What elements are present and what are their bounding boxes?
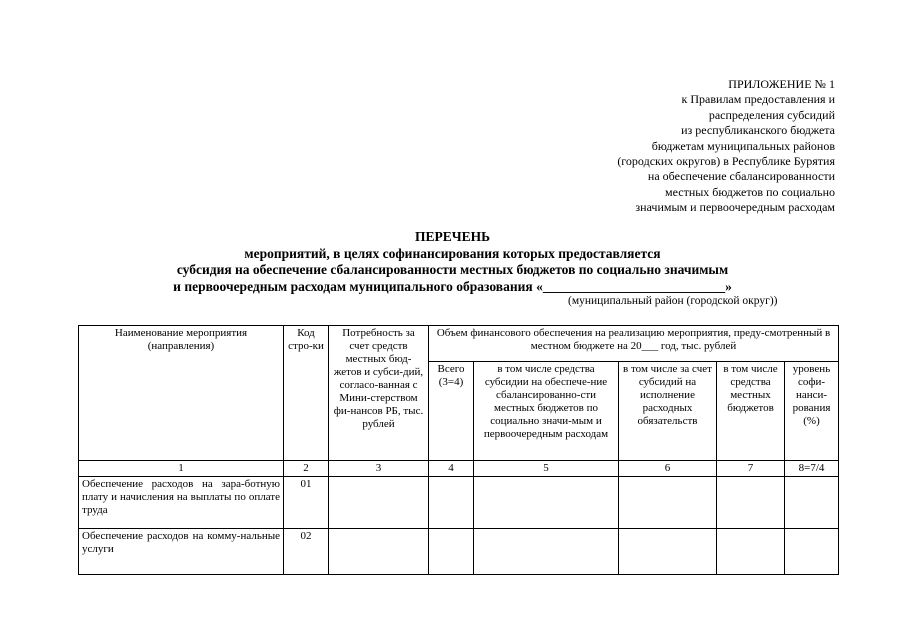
document-title: ПЕРЕЧЕНЬ	[414, 229, 491, 244]
header-incl-obligations: в том числе за счет субсидий на исполнение расходных обязательств	[619, 361, 717, 460]
column-number-row	[79, 461, 839, 477]
measures-table	[78, 325, 839, 575]
table-cell	[619, 529, 717, 575]
column-number: 3	[329, 461, 429, 477]
appendix-line: (городских округов) в Республике Бурятия	[617, 154, 835, 169]
table-cell	[619, 477, 717, 529]
document-heading	[0, 229, 905, 295]
municipality-note: (муниципальный район (городской округ))	[568, 295, 778, 307]
table-cell	[329, 529, 429, 575]
appendix-line: значимым и первоочередным расходам	[635, 200, 835, 215]
appendix-line: ПРИЛОЖЕНИЕ № 1	[728, 77, 835, 91]
table-row	[79, 477, 839, 529]
table-cell	[429, 477, 474, 529]
appendix-block	[617, 77, 835, 216]
heading-line-3: и первоочередным расходам муниципального образования «___________________________»	[173, 278, 732, 294]
header-volume: Объем финансового обеспечения на реализацию мероприятия, преду-смотренный в местном бюджете на 20___ год, тыс. рублей	[429, 326, 839, 362]
row-code: 02	[284, 529, 329, 575]
header-row-1	[79, 326, 839, 362]
heading-line-1: мероприятий, в целях софинансирования которых предоставляется	[244, 245, 661, 261]
header-level: уровень софи-нанси-рования (%)	[785, 361, 839, 460]
header-incl-subsidy: в том числе средства субсидии на обеспече-ние сбалансированно-сти местных бюджетов по социально значи-мым и первоочередным расходам	[474, 361, 619, 460]
appendix-line: распределения субсидий	[708, 107, 835, 122]
appendix-line: бюджетам муниципальных районов	[651, 138, 835, 153]
header-total: Всего (3=4)	[429, 361, 474, 460]
row-name: Обеспечение расходов на зара-ботную плату и начисления на выплаты по оплате труда	[79, 477, 284, 529]
header-name: Наименование мероприятия (направления)	[79, 326, 284, 461]
column-number: 5	[474, 461, 619, 477]
table-cell	[717, 477, 785, 529]
appendix-line: к Правилам предоставления и	[681, 92, 835, 107]
table-cell	[329, 477, 429, 529]
table-cell	[474, 477, 619, 529]
table-cell	[429, 529, 474, 575]
header-incl-local: в том числе средства местных бюджетов	[717, 361, 785, 460]
table-cell	[717, 529, 785, 575]
row-code: 01	[284, 477, 329, 529]
appendix-line: местных бюджетов по социально	[665, 184, 835, 199]
header-need: Потребность за счет средств местных бюд-жетов и субси-дий, согласо-ванная с Мини-стерством фи-нансов РБ, тыс. рублей	[329, 326, 429, 461]
heading-line-2: субсидия на обеспечение сбалансированности местных бюджетов по социально значимым	[176, 262, 729, 277]
appendix-line: на обеспечение сбалансированности	[647, 169, 835, 184]
column-number: 8=7/4	[785, 461, 839, 477]
column-number: 6	[619, 461, 717, 477]
column-number: 4	[429, 461, 474, 477]
column-number: 2	[284, 461, 329, 477]
column-number: 7	[717, 461, 785, 477]
row-name: Обеспечение расходов на комму-нальные услуги	[79, 529, 284, 575]
table-cell	[474, 529, 619, 575]
column-number: 1	[79, 461, 284, 477]
table-row	[79, 529, 839, 575]
table-cell	[785, 529, 839, 575]
table-cell	[785, 477, 839, 529]
appendix-line: из республиканского бюджета	[681, 123, 835, 138]
header-code: Код стро-ки	[284, 326, 329, 461]
